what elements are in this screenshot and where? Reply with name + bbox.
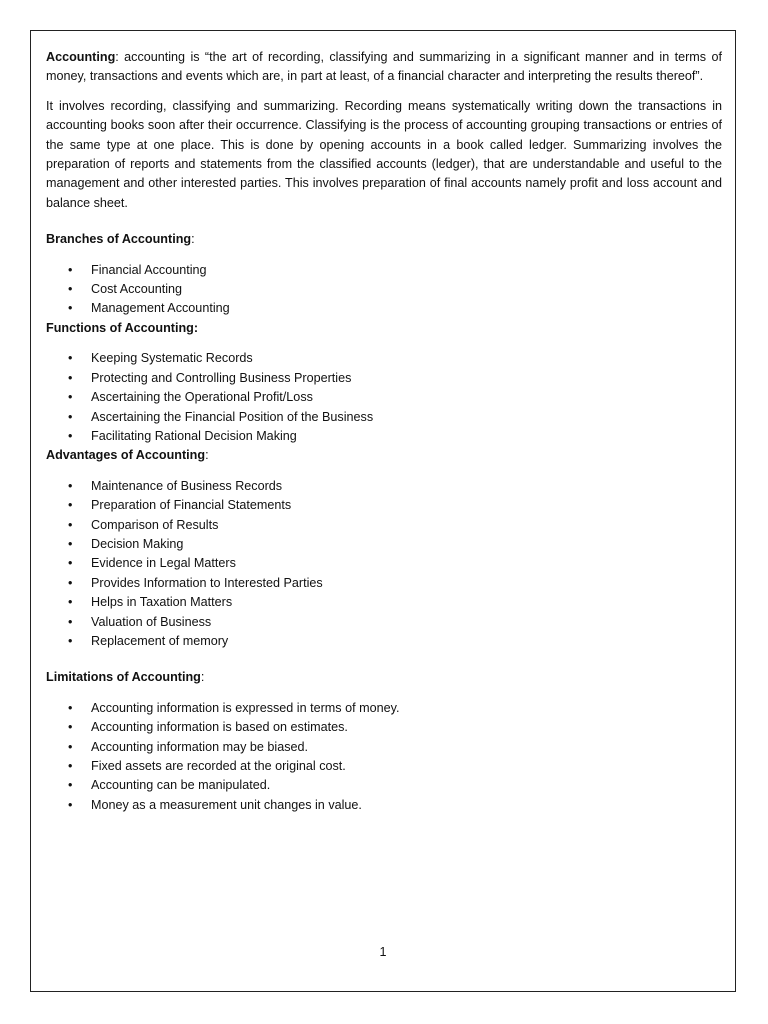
document-body	[46, 48, 722, 815]
list-item: • Provides Information to Interested Parties	[46, 574, 722, 593]
list-item: • Comparison of Results	[46, 516, 722, 535]
page-frame	[30, 30, 736, 992]
advantages-heading	[46, 446, 722, 465]
list-item: • Keeping Systematic Records	[46, 349, 722, 368]
functions-heading	[46, 319, 722, 338]
list-item: • Replacement of memory	[46, 632, 722, 651]
list-item: • Financial Accounting	[46, 261, 722, 280]
branches-list	[46, 261, 722, 319]
explanation-paragraph: It involves recording, classifying and summarizing. Recording means systematically writing down the transactions in accounting books soon after their occurrence. Classifying is the process of accounting grouping transactions or entries of the same type at one place. This is done by opening accounts in a book called ledger. Summarizing involves the preparation of reports and statements from the classified accounts (ledger), that are understandable and useful to the management and other interested parties. This involves preparation of final accounts namely profit and loss account and balance sheet.	[46, 98, 722, 210]
intro-term: Accounting	[46, 50, 116, 64]
list-item: • Protecting and Controlling Business Properties	[46, 369, 722, 388]
list-item: • Accounting information is expressed in terms of money.	[46, 699, 722, 718]
list-item: • Fixed assets are recorded at the original cost.	[46, 757, 722, 776]
advantages-list	[46, 477, 722, 652]
list-item: • Accounting can be manipulated.	[46, 776, 722, 795]
list-item: • Management Accounting	[46, 299, 722, 318]
list-item: • Helps in Taxation Matters	[46, 593, 722, 612]
list-item: • Decision Making	[46, 535, 722, 554]
branches-heading	[46, 230, 722, 249]
intro-definition: : accounting is “the art of recording, classifying and summarizing in a significant manner and in terms of money, transactions and events which are, in part at least, of a financial character and interpreting the results thereof”.	[46, 50, 722, 84]
list-item: • Ascertaining the Financial Position of the Business	[46, 408, 722, 427]
list-item: • Valuation of Business	[46, 613, 722, 632]
limitations-list	[46, 699, 722, 815]
limitations-heading-title: Limitations of Accounting	[46, 670, 201, 685]
list-item: • Facilitating Rational Decision Making	[46, 427, 722, 446]
list-item: • Ascertaining the Operational Profit/Loss	[46, 388, 722, 407]
list-item: • Preparation of Financial Statements	[46, 496, 722, 515]
list-item: • Maintenance of Business Records	[46, 477, 722, 496]
limitations-heading-suffix: :	[200, 670, 205, 685]
functions-list	[46, 349, 722, 446]
advantages-heading-suffix: :	[205, 448, 209, 463]
functions-heading-title: Functions of Accounting:	[46, 320, 199, 335]
branches-heading-suffix: :	[191, 232, 195, 247]
intro-paragraph	[46, 48, 722, 87]
list-item: • Cost Accounting	[46, 280, 722, 299]
list-item: • Money as a measurement unit changes in value.	[46, 796, 722, 815]
list-item: • Evidence in Legal Matters	[46, 554, 722, 573]
list-item: • Accounting information is based on estimates.	[46, 718, 722, 737]
limitations-heading	[46, 668, 722, 687]
page-number: 1	[379, 945, 387, 959]
list-item: • Accounting information may be biased.	[46, 738, 722, 757]
branches-heading-title: Branches of Accounting	[46, 232, 192, 247]
advantages-heading-title: Advantages of Accounting	[46, 448, 206, 463]
